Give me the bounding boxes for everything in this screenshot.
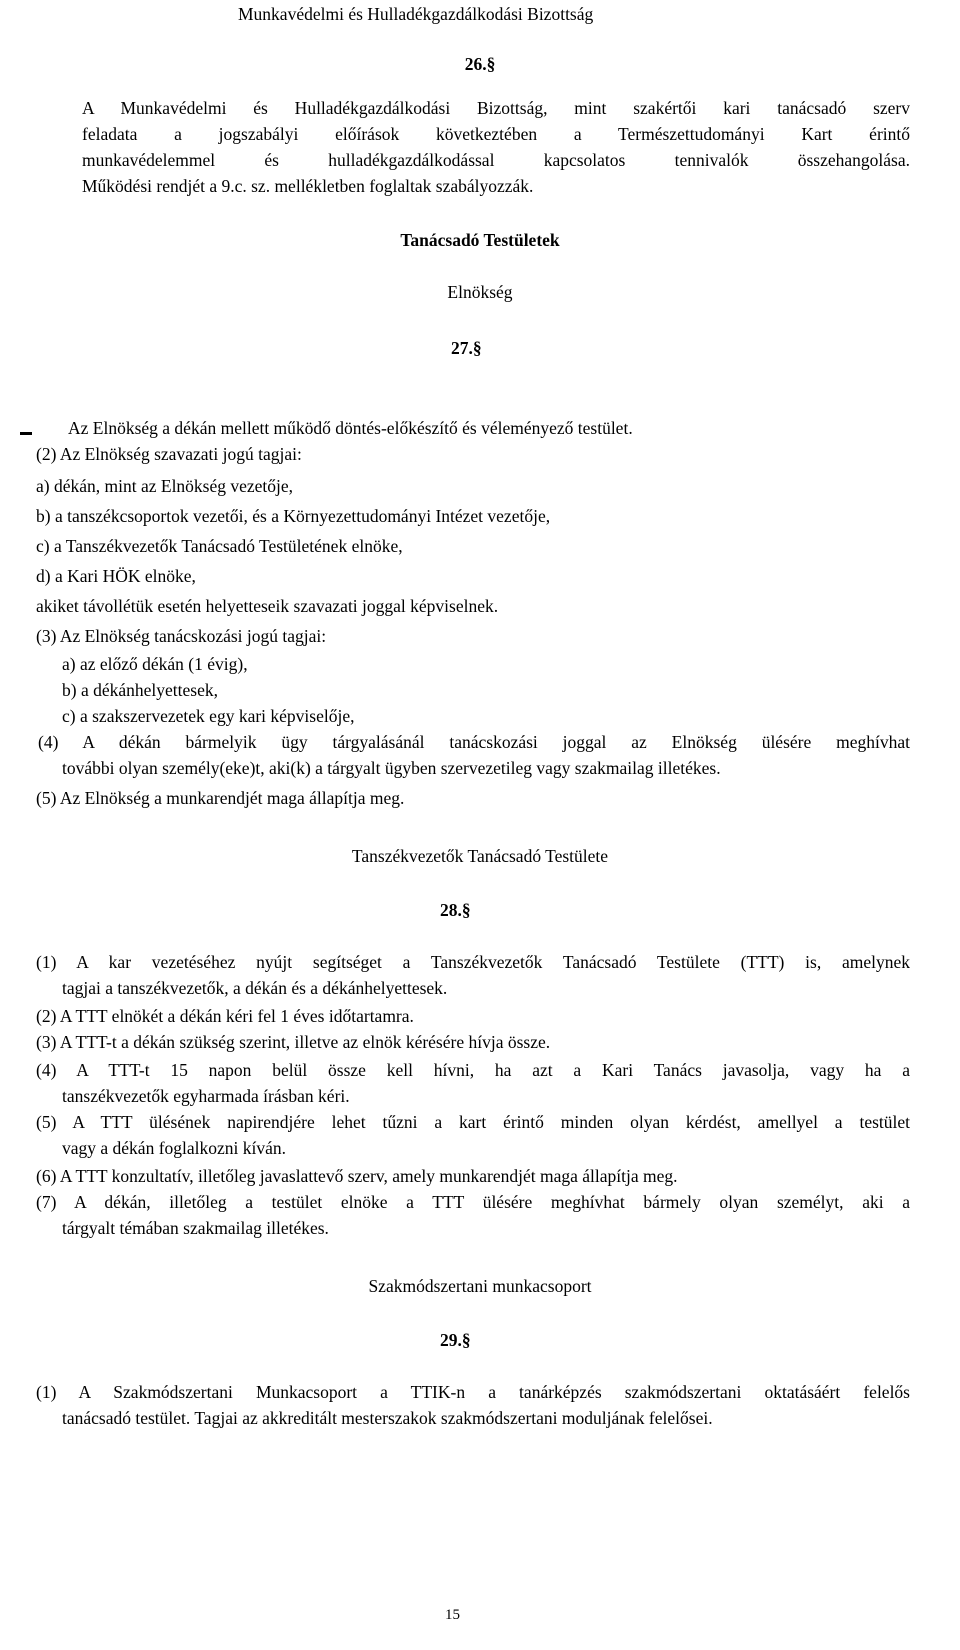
section-28-line: (4) A TTT-t 15 napon belül össze kell hívni, ha azt a Kari Tanács javasolja, vagy ha a [36,1060,910,1080]
ttt-subheading: Tanszékvezetők Tanácsadó Testülete [351,846,609,866]
section-27-line: c) a szakszervezetek egy kari képviselője, [62,706,355,726]
section-26-line: munkavédelemmel és hulladékgazdálkodással kapcsolatos tennivalók összehangolása. [82,150,910,170]
section-28-line: tárgyalt témában szakmailag illetékes. [62,1218,329,1238]
section-27-line: (5) Az Elnökség a munkarendjét maga állapítja meg. [36,788,405,808]
section-27-line: b) a dékánhelyettesek, [62,680,218,700]
bullet-dash [20,432,32,435]
section-29-heading: 29.§ [440,1330,471,1350]
section-28-line: (3) A TTT-t a dékán szükség szerint, illetve az elnök kérésére hívja össze. [36,1032,551,1052]
section-27-line: további olyan személy(eke)t, aki(k) a tárgyalt ügyben szervezetileg vagy szakmailag illetékes. [62,758,721,778]
section-27-line: (3) Az Elnökség tanácskozási jogú tagjai: [36,626,327,646]
section-28-line: (2) A TTT elnökét a dékán kéri fel 1 éves időtartamra. [36,1006,414,1026]
section-27-line: d) a Kari HÖK elnöke, [36,566,196,586]
section-26-line: A Munkavédelmi és Hulladékgazdálkodási Bizottság, mint szakértői kari tanácsadó szerv [82,98,910,118]
elnokseg-subheading: Elnökség [447,282,513,302]
section-29-line: (1) A Szakmódszertani Munkacsoport a TTIK-n a tanárképzés szakmódszertani oktatásáért felelős [36,1382,910,1402]
section-27-line: a) dékán, mint az Elnökség vezetője, [36,476,294,496]
szakmodszertani-subheading: Szakmódszertani munkacsoport [368,1276,592,1296]
section-28-heading: 28.§ [440,900,471,920]
page-number: 15 [445,1607,460,1623]
tanacsado-heading: Tanácsadó Testületek [400,230,560,250]
section-27-line: Az Elnökség a dékán mellett működő döntés-előkészítő és véleményező testület. [68,418,633,438]
section-27-heading: 27.§ [451,338,482,358]
section-26-heading: 26.§ [464,54,496,74]
section-28-line: (1) A kar vezetéséhez nyújt segítséget a Tanszékvezetők Tanácsadó Testülete (TTT) is, amelynek [36,952,910,972]
section-28-line: tanszékvezetők egyharmada írásban kéri. [62,1086,350,1106]
section-28-line: (6) A TTT konzultatív, illetőleg javaslattevő szerv, amely munkarendjét maga állapítja meg. [36,1166,678,1186]
section-27-line: b) a tanszékcsoportok vezetői, és a Környezettudományi Intézet vezetője, [36,506,551,526]
section-27-line: (4) A dékán bármelyik ügy tárgyalásánál tanácskozási joggal az Elnökség ülésére meghívhat [38,732,910,752]
section-28-line: vagy a dékán foglalkozni kíván. [62,1138,287,1158]
section-28-line: tagjai a tanszékvezetők, a dékán és a dékánhelyettesek. [62,978,448,998]
section-28-line: (7) A dékán, illetőleg a testület elnöke a TTT ülésére meghívhat bármely olyan személyt, aki a [36,1192,910,1212]
page-header: Munkavédelmi és Hulladékgazdálkodási Bizottság [238,4,594,24]
section-28-line: (5) A TTT ülésének napirendjére lehet tűzni a kart érintő minden olyan kérdést, amellyel a testület [36,1112,910,1132]
section-27-line: (2) Az Elnökség szavazati jogú tagjai: [36,444,302,464]
section-27-line: c) a Tanszékvezetők Tanácsadó Testületének elnöke, [36,536,403,556]
section-26-line: feladata a jogszabályi előírások következtében a Természettudományi Kart érintő [82,124,910,144]
section-27-line: akiket távollétük esetén helyetteseik szavazati joggal képviselnek. [36,596,499,616]
section-26-line: Működési rendjét a 9.c. sz. mellékletben foglaltak szabályozzák. [82,176,534,196]
section-29-line: tanácsadó testület. Tagjai az akkreditált mesterszakok szakmódszertani moduljának felelősei. [62,1408,713,1428]
section-27-line: a) az előző dékán (1 évig), [62,654,248,674]
